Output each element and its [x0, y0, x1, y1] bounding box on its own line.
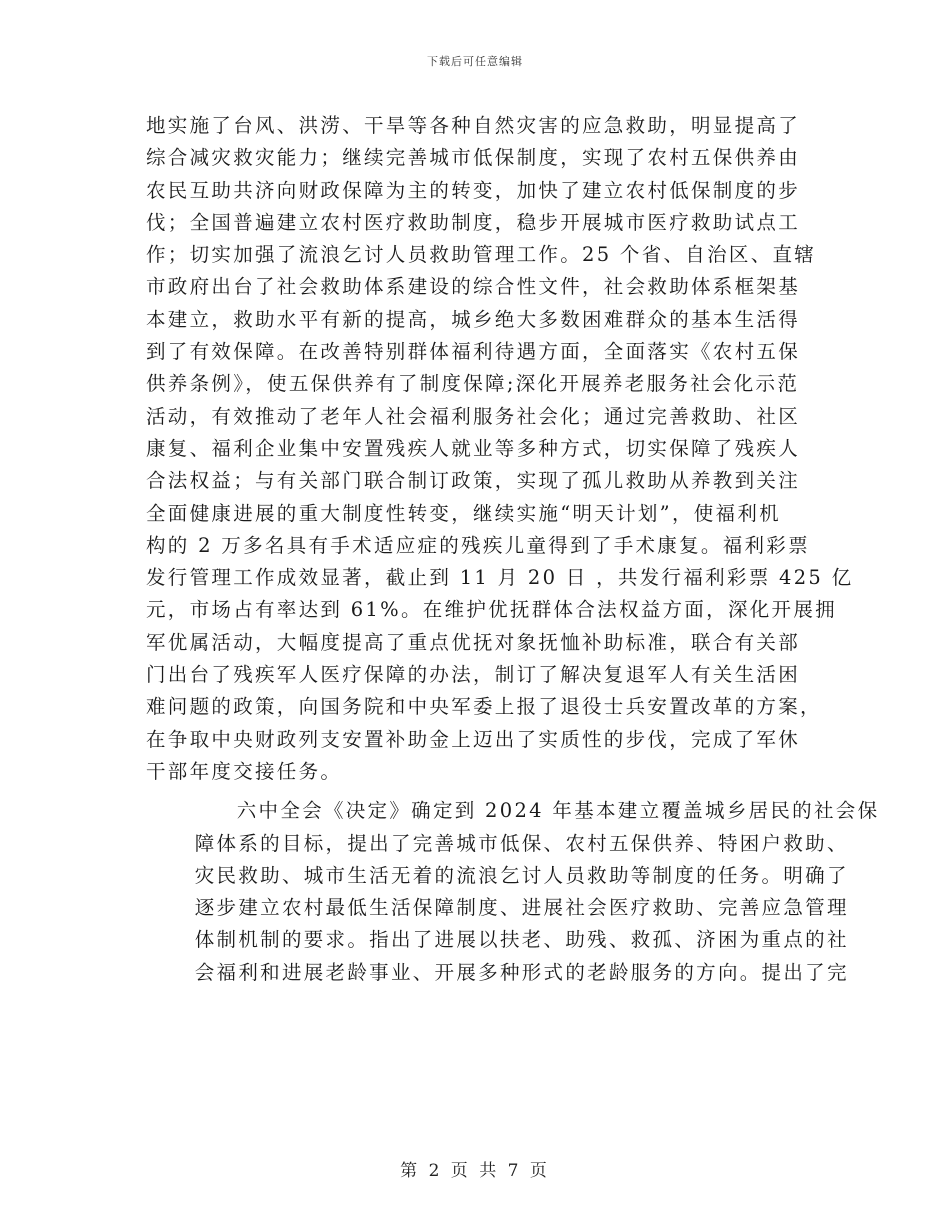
text-line: 伐；全国普遍建立农村医疗救助制度，稳步开展城市医疗救助试点工	[146, 210, 801, 234]
text-line: 农民互助共济向财政保障为主的转变，加快了建立农村低保制度的步	[146, 178, 801, 202]
text-line: 灾民救助、城市生活无着的流浪乞讨人员救助等制度的任务。明确了	[194, 863, 849, 887]
text-line: 全面健康进展的重大制度性转变，继续实施“明天计划”，使福利机	[146, 501, 781, 525]
document-body	[146, 110, 880, 989]
text-line: 在争取中央财政列支安置补助金上迈出了实质性的步伐，完成了军休	[146, 727, 801, 751]
text-line: 到了有效保障。在改善特别群体福利待遇方面，全面落实《农村五保	[146, 340, 801, 364]
paragraph	[146, 110, 854, 788]
text-line: 供养条例》，使五保供养有了制度保障;深化开展养老服务社会化示范	[146, 372, 800, 396]
text-line: 会福利和进展老龄事业、开展多种形式的老龄服务的方向。提出了完	[194, 960, 849, 984]
text-line: 障体系的目标，提出了完善城市低保、农村五保供养、特困户救助、	[194, 831, 849, 855]
text-line: 地实施了台风、洪涝、干旱等各种自然灾害的应急救助，明显提高了	[146, 114, 801, 137]
text-line: 市政府出台了社会救助体系建设的综合性文件，社会救助体系框架基	[146, 275, 801, 299]
text-line: 综合减灾救灾能力；继续完善城市低保制度，实现了农村五保供养由	[146, 146, 801, 170]
text-line: 构的 2 万多名具有手术适应症的残疾儿童得到了手术康复。福利彩票	[146, 533, 810, 557]
text-line: 干部年度交接任务。	[146, 759, 343, 783]
text-line: 军优属活动，大幅度提高了重点优抚对象抚恤补助标准，联合有关部	[146, 630, 801, 654]
text-line: 活动，有效推动了老年人社会福利服务社会化；通过完善救助、社区	[146, 404, 801, 428]
text-line: 作；切实加强了流浪乞讨人员救助管理工作。25 个省、自治区、直辖	[146, 243, 817, 267]
text-line: 元，市场占有率达到 61%。在维护优抚群体合法权益方面，深化开展拥	[146, 598, 837, 622]
page-header: 下载后可任意编辑	[427, 55, 523, 68]
text-line: 康复、福利企业集中安置残疾人就业等多种方式，切实保障了残疾人	[146, 436, 801, 460]
page-number: 第 2 页 共 7 页	[400, 1161, 550, 1181]
paragraph	[146, 795, 880, 989]
text-line: 体制机制的要求。指出了进展以扶老、助残、救孤、济困为重点的社	[194, 928, 849, 952]
text-line: 门出台了残疾军人医疗保障的办法，制订了解决复退军人有关生活困	[146, 663, 801, 687]
text-line: 本建立，救助水平有新的提高，城乡绝大多数困难群众的基本生活得	[146, 307, 801, 331]
text-line: 发行管理工作成效显著，截止到 11 月 20 日 ，共发行福利彩票 425 亿	[146, 566, 854, 590]
text-line: 逐步建立农村最低生活保障制度、进展社会医疗救助、完善应急管理	[194, 896, 849, 920]
text-line: 六中全会《决定》确定到 2024 年基本建立覆盖城乡居民的社会保	[236, 799, 880, 823]
text-line: 难问题的政策，向国务院和中央军委上报了退役士兵安置改革的方案，	[146, 695, 822, 719]
text-line: 合法权益；与有关部门联合制订政策，实现了孤儿救助从养教到关注	[146, 469, 801, 493]
